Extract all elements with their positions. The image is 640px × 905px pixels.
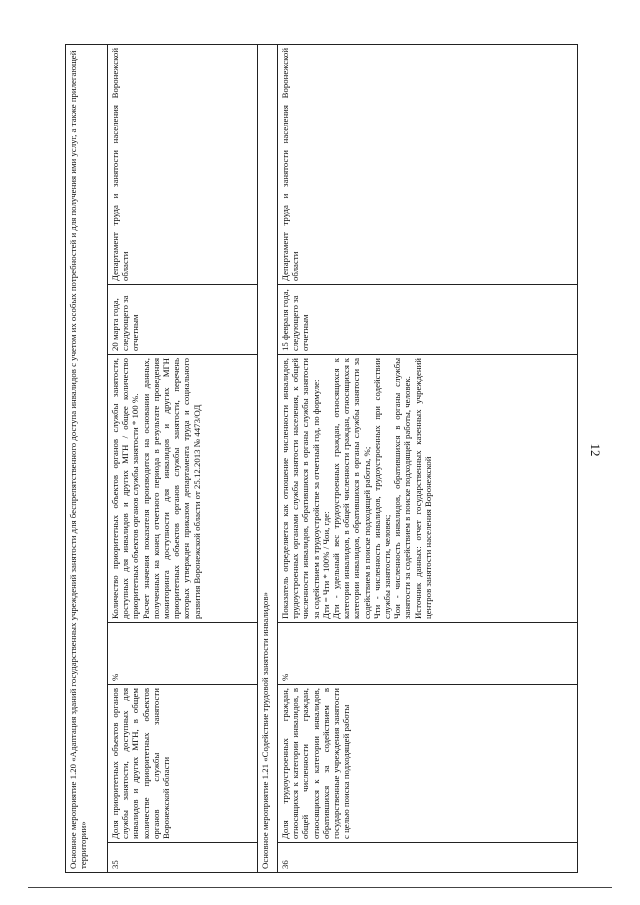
method-paragraph: Показатель определяется как отношение численности инвалидов, трудоустроенных органами службы занятости населения, к общей численности инвалидов, обратившихся в органы службы занятости за содействием в трудоустройстве за отчетный год, по формуле: <box>280 358 321 619</box>
section-header-row <box>258 44 278 872</box>
method-paragraph: Дти - удельный вес трудоустроенных граждан, относящихся к категории инвалидов, в общей численности граждан, относящихся к категории инвалидов, обратившихся в органы службы занятости за содействием в поиске подходящей работы, %; <box>331 358 372 619</box>
table-row <box>278 44 578 872</box>
method-cell <box>278 355 578 623</box>
bottom-rule <box>28 887 612 888</box>
method-paragraph: Чти - численность инвалидов, трудоустроенных при содействии службы занятости, человек; <box>371 358 393 619</box>
unit-cell: % <box>278 623 578 685</box>
section-title: Основное мероприятие 1.21 «Содействие трудовой занятости инвалидов» <box>258 44 278 872</box>
indicator-name: Доля приоритетных объектов органов службы занятости, доступных для инвалидов и других МГН, в общем количестве приоритетных объектов органов службы занятости Воронежской области <box>108 685 258 843</box>
section-title: Основное мероприятие 1.20 «Адаптация зданий государственных учреждений занятости для беспрепятственного доступа инвалидов с учетом их особых потребностей и для получения ими услуг, а также прилегающей территории» <box>66 44 108 872</box>
method-paragraph: Дти = Чти * 100% / Чои, где: <box>320 511 331 619</box>
method-paragraph: Чои - численность инвалидов, обратившихся в органы службы занятости за содействием в поиске подходящей работы, человек. <box>392 358 413 619</box>
page-number: 12 <box>588 443 603 457</box>
deadline-cell: 20 марта года, следующего за отчетным <box>108 285 258 355</box>
row-number: 36 <box>278 843 578 873</box>
measures-table <box>65 44 578 873</box>
method-paragraph: Количество приоритетных объектов органов службы занятости, доступных для инвалидов и других МГН / общее количество приоритетных объектов органов службы занятости * 100 %. <box>110 358 141 619</box>
indicator-name: Доля трудоустроенных граждан, относящихся к категории инвалидов, в общей численности граждан, относящихся к категории инвалидов, обратившихся за содействием в государственные учреждения занятости с целью поиска подходящей работы <box>278 685 578 843</box>
section-header-row <box>66 44 108 872</box>
row-number: 35 <box>108 843 258 873</box>
method-paragraph: Источник данных: отчет государственных казенных учреждений центров занятости населения Воронежской <box>412 358 433 619</box>
responsible-cell: Департамент труда и занятости населения Воронежской области <box>108 44 258 284</box>
unit-cell: % <box>108 623 258 685</box>
method-paragraph: Расчет значения показателя производится на основании данных, полученных на конец отчетного периода в результате проведения мониторинга доступности для инвалидов и других МГН приоритетных объектов органов службы занятости, перечень которых утвержден приказом департамента труда и социального развития Воронежской области от 25.12.2013 № 4473/ОД <box>140 358 202 619</box>
deadline-cell: 15 февраля года, следующего за отчетным <box>278 285 578 355</box>
rotated-table-container <box>65 45 578 873</box>
table-row <box>108 44 258 872</box>
responsible-cell: Департамент труда и занятости населения Воронежской области <box>278 44 578 284</box>
method-cell <box>108 355 258 623</box>
